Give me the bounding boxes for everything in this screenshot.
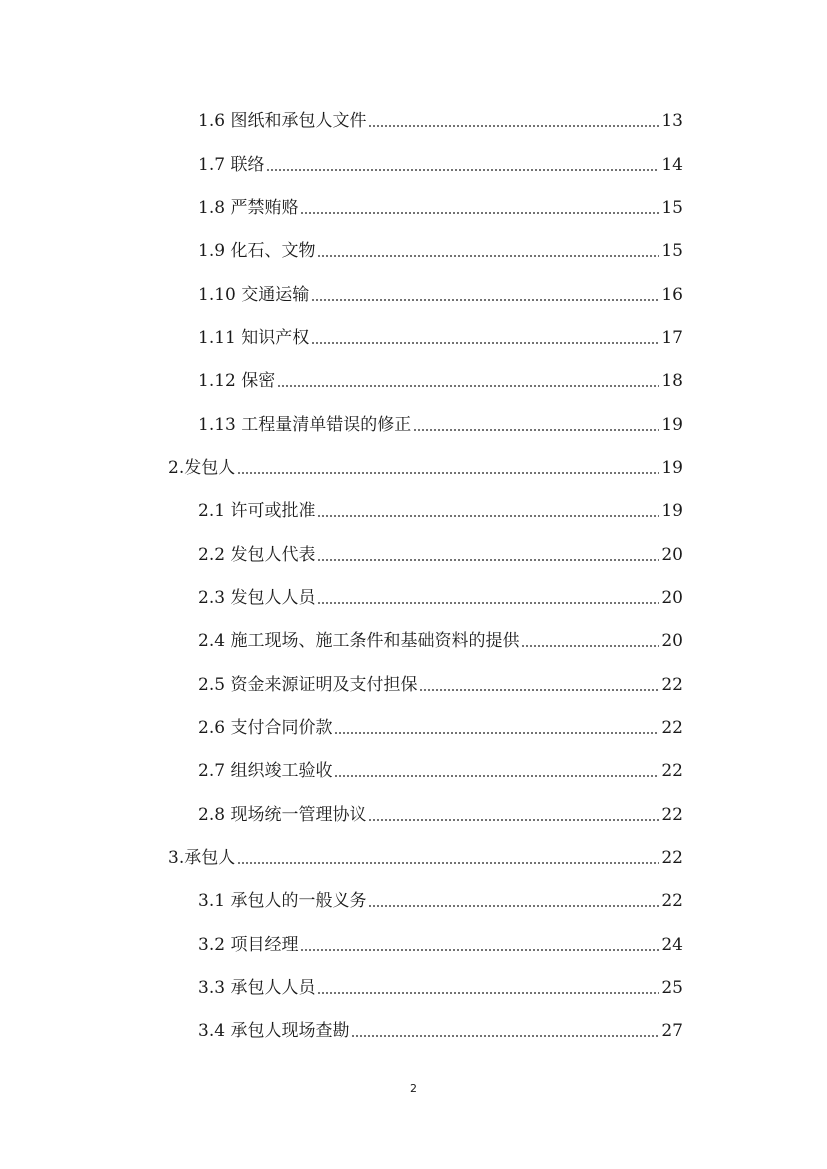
toc-leader-dots: [317, 515, 659, 517]
toc-entry[interactable]: [198, 321, 683, 349]
toc-leader-dots: [237, 472, 659, 474]
toc-leader-dots: [317, 559, 659, 561]
toc-leader-dots: [277, 385, 659, 387]
toc-entry-title: 1.13 工程量清单错误的修正: [198, 415, 412, 435]
toc-leader-dots: [368, 819, 659, 821]
toc-entry[interactable]: [198, 884, 683, 912]
toc-leader-dots: [311, 342, 659, 344]
toc-entry-page: 20: [661, 631, 683, 651]
toc-entry-page: 22: [661, 891, 683, 911]
toc-entry[interactable]: [198, 668, 683, 696]
toc-entry[interactable]: [198, 364, 683, 392]
toc-entry-page: 25: [661, 978, 683, 998]
toc-leader-dots: [300, 949, 659, 951]
toc-entry-page: 17: [661, 328, 683, 348]
toc-entry[interactable]: [198, 624, 683, 652]
toc-entry-page: 22: [661, 848, 683, 868]
toc-leader-dots: [419, 689, 659, 691]
toc-leader-dots: [266, 169, 659, 171]
toc-leader-dots: [521, 645, 659, 647]
toc-entry-page: 18: [661, 371, 683, 391]
toc-entry[interactable]: [198, 148, 683, 176]
toc-entry-page: 22: [661, 761, 683, 781]
toc-entry[interactable]: [198, 234, 683, 262]
toc-entry-title: 2.1 许可或批准: [198, 501, 316, 521]
toc-entry[interactable]: [198, 581, 683, 609]
toc-entry[interactable]: [198, 494, 683, 522]
toc-leader-dots: [300, 212, 659, 214]
toc-leader-dots: [317, 255, 659, 257]
toc-section-entry[interactable]: [168, 841, 683, 869]
toc-entry-title: 3.承包人: [168, 848, 236, 868]
toc-entry-title: 1.12 保密: [198, 371, 276, 391]
toc-entry-title: 2.3 发包人人员: [198, 588, 316, 608]
toc-entry-page: 19: [661, 501, 683, 521]
toc-entry-page: 20: [661, 545, 683, 565]
toc-leader-dots: [351, 1035, 659, 1037]
toc-entry-title: 2.4 施工现场、施工条件和基础资料的提供: [198, 631, 520, 651]
toc-entry-page: 19: [661, 458, 683, 478]
toc-entry-title: 3.3 承包人人员: [198, 978, 316, 998]
toc-entry-title: 1.6 图纸和承包人文件: [198, 111, 367, 131]
toc-entry[interactable]: [198, 928, 683, 956]
toc-leader-dots: [368, 125, 659, 127]
toc-entry-title: 3.4 承包人现场查勘: [198, 1021, 350, 1041]
toc-entry[interactable]: [198, 538, 683, 566]
toc-entry[interactable]: [198, 1014, 683, 1042]
toc-leader-dots: [317, 602, 659, 604]
toc-leader-dots: [334, 732, 659, 734]
toc-entry-title: 1.9 化石、文物: [198, 241, 316, 261]
toc-entry-title: 3.1 承包人的一般义务: [198, 891, 367, 911]
toc-leader-dots: [311, 299, 659, 301]
toc-entry-title: 2.6 支付合同价款: [198, 718, 333, 738]
toc-entry[interactable]: [198, 711, 683, 739]
toc-leader-dots: [237, 862, 659, 864]
toc-entry-title: 2.2 发包人代表: [198, 545, 316, 565]
toc-entry-title: 1.10 交通运输: [198, 285, 310, 305]
toc-entry-page: 16: [661, 285, 683, 305]
toc-entry[interactable]: [198, 191, 683, 219]
toc-entry-page: 19: [661, 415, 683, 435]
toc-entry-title: 2.发包人: [168, 458, 236, 478]
page-number: 2: [410, 1082, 417, 1095]
toc-entry[interactable]: [198, 754, 683, 782]
toc-entry-title: 1.8 严禁贿赂: [198, 198, 299, 218]
toc-entry-title: 2.8 现场统一管理协议: [198, 805, 367, 825]
toc-entry-title: 1.7 联络: [198, 155, 265, 175]
toc-entry[interactable]: [198, 798, 683, 826]
toc-entry[interactable]: [198, 971, 683, 999]
toc-leader-dots: [317, 992, 659, 994]
toc-entry[interactable]: [198, 408, 683, 436]
toc-entry-page: 15: [661, 198, 683, 218]
toc-entry-page: 22: [661, 718, 683, 738]
toc-leader-dots: [413, 429, 659, 431]
toc-entry-page: 15: [661, 241, 683, 261]
toc-entry-page: 24: [661, 935, 683, 955]
toc-entry-title: 1.11 知识产权: [198, 328, 310, 348]
toc-entry-page: 22: [661, 805, 683, 825]
toc-entry-title: 3.2 项目经理: [198, 935, 299, 955]
toc-entry-page: 13: [661, 111, 683, 131]
toc-entry-page: 27: [661, 1021, 683, 1041]
toc-entry[interactable]: [198, 104, 683, 132]
toc-entry-title: 2.5 资金来源证明及支付担保: [198, 675, 418, 695]
toc-entry[interactable]: [198, 278, 683, 306]
toc-entry-title: 2.7 组织竣工验收: [198, 761, 333, 781]
toc-entry-page: 20: [661, 588, 683, 608]
toc-section-entry[interactable]: [168, 451, 683, 479]
toc-leader-dots: [334, 775, 659, 777]
toc-entry-page: 22: [661, 675, 683, 695]
toc-leader-dots: [368, 905, 659, 907]
toc-entry-page: 14: [661, 155, 683, 175]
